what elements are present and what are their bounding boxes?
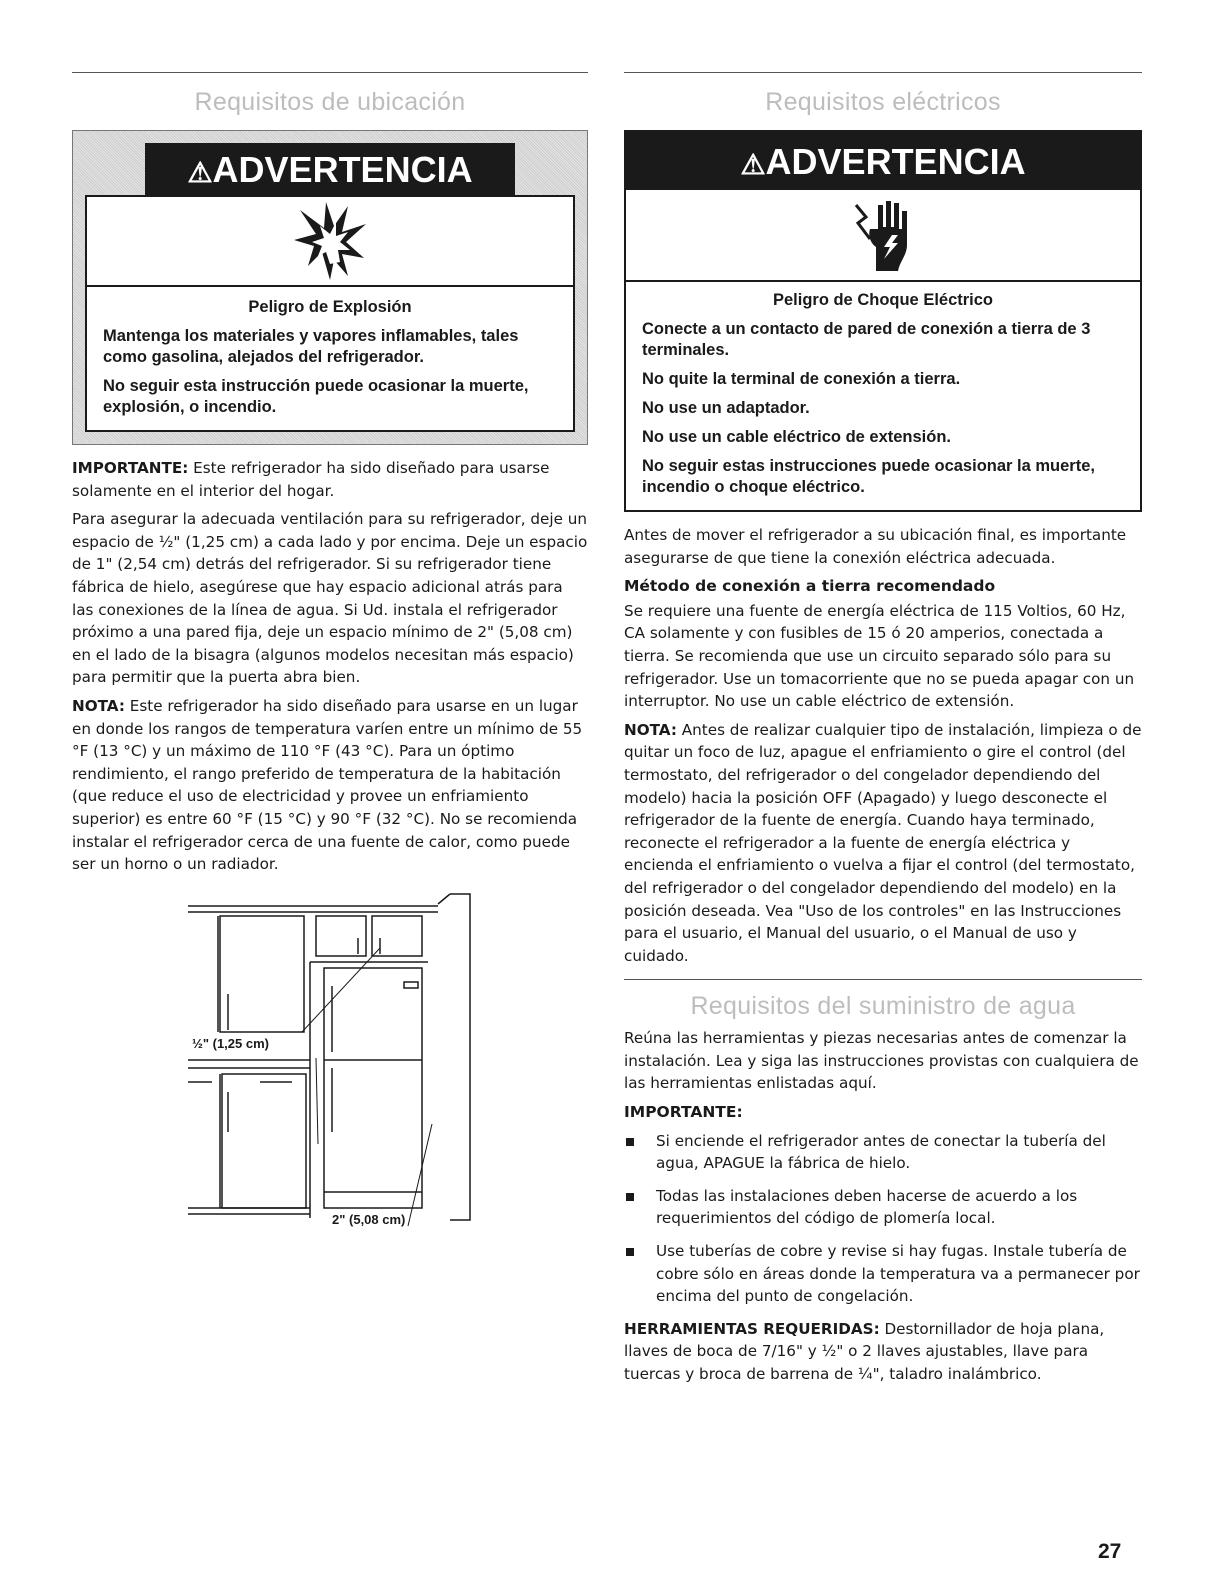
section-rule bbox=[72, 72, 588, 73]
section-rule bbox=[624, 72, 1142, 73]
clearance-diagram bbox=[182, 892, 482, 1232]
section-title-electrical: Requisitos eléctricos bbox=[765, 88, 1001, 116]
warning-line: No seguir esta instrucción puede ocasionar la muerte, explosión, o incendio. bbox=[103, 377, 529, 416]
warning-line: Mantenga los materiales y vapores inflamables, tales como gasolina, alejados del refrigerador. bbox=[103, 327, 519, 366]
explosion-warning-box bbox=[72, 130, 588, 445]
warning-panel bbox=[85, 195, 575, 432]
electric-warning-box bbox=[624, 130, 1142, 512]
warning-triangle-icon: ⚠ bbox=[740, 149, 766, 180]
warning-triangle-icon: ⚠ bbox=[187, 157, 213, 188]
warning-body bbox=[87, 287, 573, 430]
hinge-clearance-label: 2" (5,08 cm) bbox=[332, 1211, 406, 1227]
section-rule bbox=[624, 979, 1142, 980]
subheading-grounding: Método de conexión a tierra recomendado bbox=[624, 577, 996, 596]
paragraph: NOTA: Antes de realizar cualquier tipo de instalación, limpieza o de quitar un foco de luz, apague el enfriamiento o gire el control (del termostato, del refrigerador o del congelador dependiendo del modelo) hacia la posición OFF (Apagado) y luego desconecte el refrigerador de la fuente de energía. Cuando haya terminado, reconecte el refrigerador a la fuente de energía eléctrica y encienda el enfriamiento o vuelva a fijar el control (del termostato, del refrigerador o del congelador dependiendo del modelo) en la posición deseada. Vea "Uso de los controles" en las Instrucciones para el usuario, el Manual del usuario, o el Manual de uso y cuidado. bbox=[624, 720, 1142, 965]
side-clearance-label: ½" (1,25 cm) bbox=[192, 1035, 269, 1051]
warning-heading: ⚠ADVERTENCIA bbox=[145, 143, 515, 195]
section-title-water: Requisitos del suministro de agua bbox=[690, 992, 1076, 1021]
warning-heading: ⚠ADVERTENCIA bbox=[626, 132, 1140, 190]
bullet-square-icon bbox=[626, 1248, 634, 1256]
electrical-text bbox=[624, 524, 1142, 967]
paragraph: NOTA: Este refrigerador ha sido diseñado para usarse en un lugar en donde los rangos de temperatura varíen entre un mínimo de 55 °F (13 °C) y un máximo de 110 °F (43 °C). Para un óptimo rendimiento, el rango preferido de temperatura de la habitación (que reduce el uso de electricidad y provee un enfriamiento superior) es entre 60 °F (15 °C) y 90 °F (32 °C). No se recomienda instalar el refrigerador cerca de una fuente de calor, como puede ser un horno o un radiador. bbox=[72, 696, 583, 874]
hazard-title: Peligro de Explosión bbox=[248, 298, 412, 316]
hazard-title: Peligro de Choque Eléctrico bbox=[772, 291, 994, 309]
warning-line: Conecte a un contacto de pared de conexión a tierra de 3 terminales. bbox=[642, 320, 1091, 359]
water-bullet-list bbox=[624, 1130, 1142, 1308]
paragraph: HERRAMIENTAS REQUERIDAS: Destornillador de hoja plana, llaves de boca de 7/16" y ½" o 2 llaves ajustables, llave para tuercas y broca de barrena de ¼", taladro inalámbrico. bbox=[624, 1319, 1105, 1383]
right-column bbox=[624, 72, 1142, 1392]
warning-body bbox=[626, 282, 1140, 510]
warning-line: No use un cable eléctrico de extensión. bbox=[642, 428, 952, 446]
list-item: Use tuberías de cobre y revise si hay fugas. Instale tubería de cobre sólo en áreas donde la temperatura va a permanecer por encima del punto de congelación. bbox=[624, 1240, 1142, 1308]
warning-line: No quite la terminal de conexión a tierra. bbox=[642, 370, 961, 388]
page-number: 27 bbox=[1098, 1540, 1122, 1563]
subheading-important: IMPORTANTE: bbox=[624, 1103, 743, 1122]
explosion-icon bbox=[87, 195, 573, 287]
paragraph: IMPORTANTE: Este refrigerador ha sido diseñado para usarse solamente en el interior del hogar. bbox=[72, 459, 550, 500]
location-text bbox=[72, 457, 588, 876]
paragraph: Para asegurar la adecuada ventilación para su refrigerador, deje un espacio de ½" (1,25 cm) a cada lado y por encima. Deje un espacio de 1" (2,54 cm) detrás del refrigerador. Si su refrigerador tiene fábrica de hielo, asegúrese que hay espacio adicional atrás para las conexiones de la línea de agua. Si Ud. instala el refrigerador próximo a una pared fija, deje un espacio mínimo de 2" (5,08 cm) en el lado de la bisagra (algunos modelos necesitan más espacio) para permitir que la puerta abra bien. bbox=[72, 510, 588, 687]
section-title-location: Requisitos de ubicación bbox=[194, 88, 466, 116]
warning-line: No use un adaptador. bbox=[642, 399, 810, 417]
paragraph: Antes de mover el refrigerador a su ubicación final, es importante asegurarse de que tiene la conexión eléctrica adecuada. bbox=[624, 526, 1127, 567]
paragraph: Se requiere una fuente de energía eléctrica de 115 Voltios, 60 Hz, CA solamente y con fusibles de 15 ó 20 amperios, conectada a tierra. Se recomienda que use un circuito separado sólo para su refrigerador. Use un tomacorriente que no se pueda apagar con un interruptor. No use un cable eléctrico de extensión. bbox=[624, 601, 1135, 711]
water-text bbox=[624, 1027, 1142, 1385]
list-item: Si enciende el refrigerador antes de conectar la tubería del agua, APAGUE la fábrica de hielo. bbox=[624, 1130, 1142, 1175]
warning-line: No seguir estas instrucciones puede ocasionar la muerte, incendio o choque eléctrico. bbox=[642, 457, 1095, 496]
electric-shock-icon bbox=[626, 190, 1140, 282]
list-item: Todas las instalaciones deben hacerse de acuerdo a los requerimientos del código de plomería local. bbox=[624, 1185, 1142, 1230]
bullet-square-icon bbox=[626, 1193, 634, 1201]
clearance-diagram-drawing bbox=[182, 892, 482, 1232]
left-column bbox=[72, 72, 588, 1232]
paragraph: Reúna las herramientas y piezas necesarias antes de comenzar la instalación. Lea y siga las instrucciones provistas con cualquiera de las herramientas enlistadas aquí. bbox=[624, 1029, 1139, 1093]
bullet-square-icon bbox=[626, 1138, 634, 1146]
